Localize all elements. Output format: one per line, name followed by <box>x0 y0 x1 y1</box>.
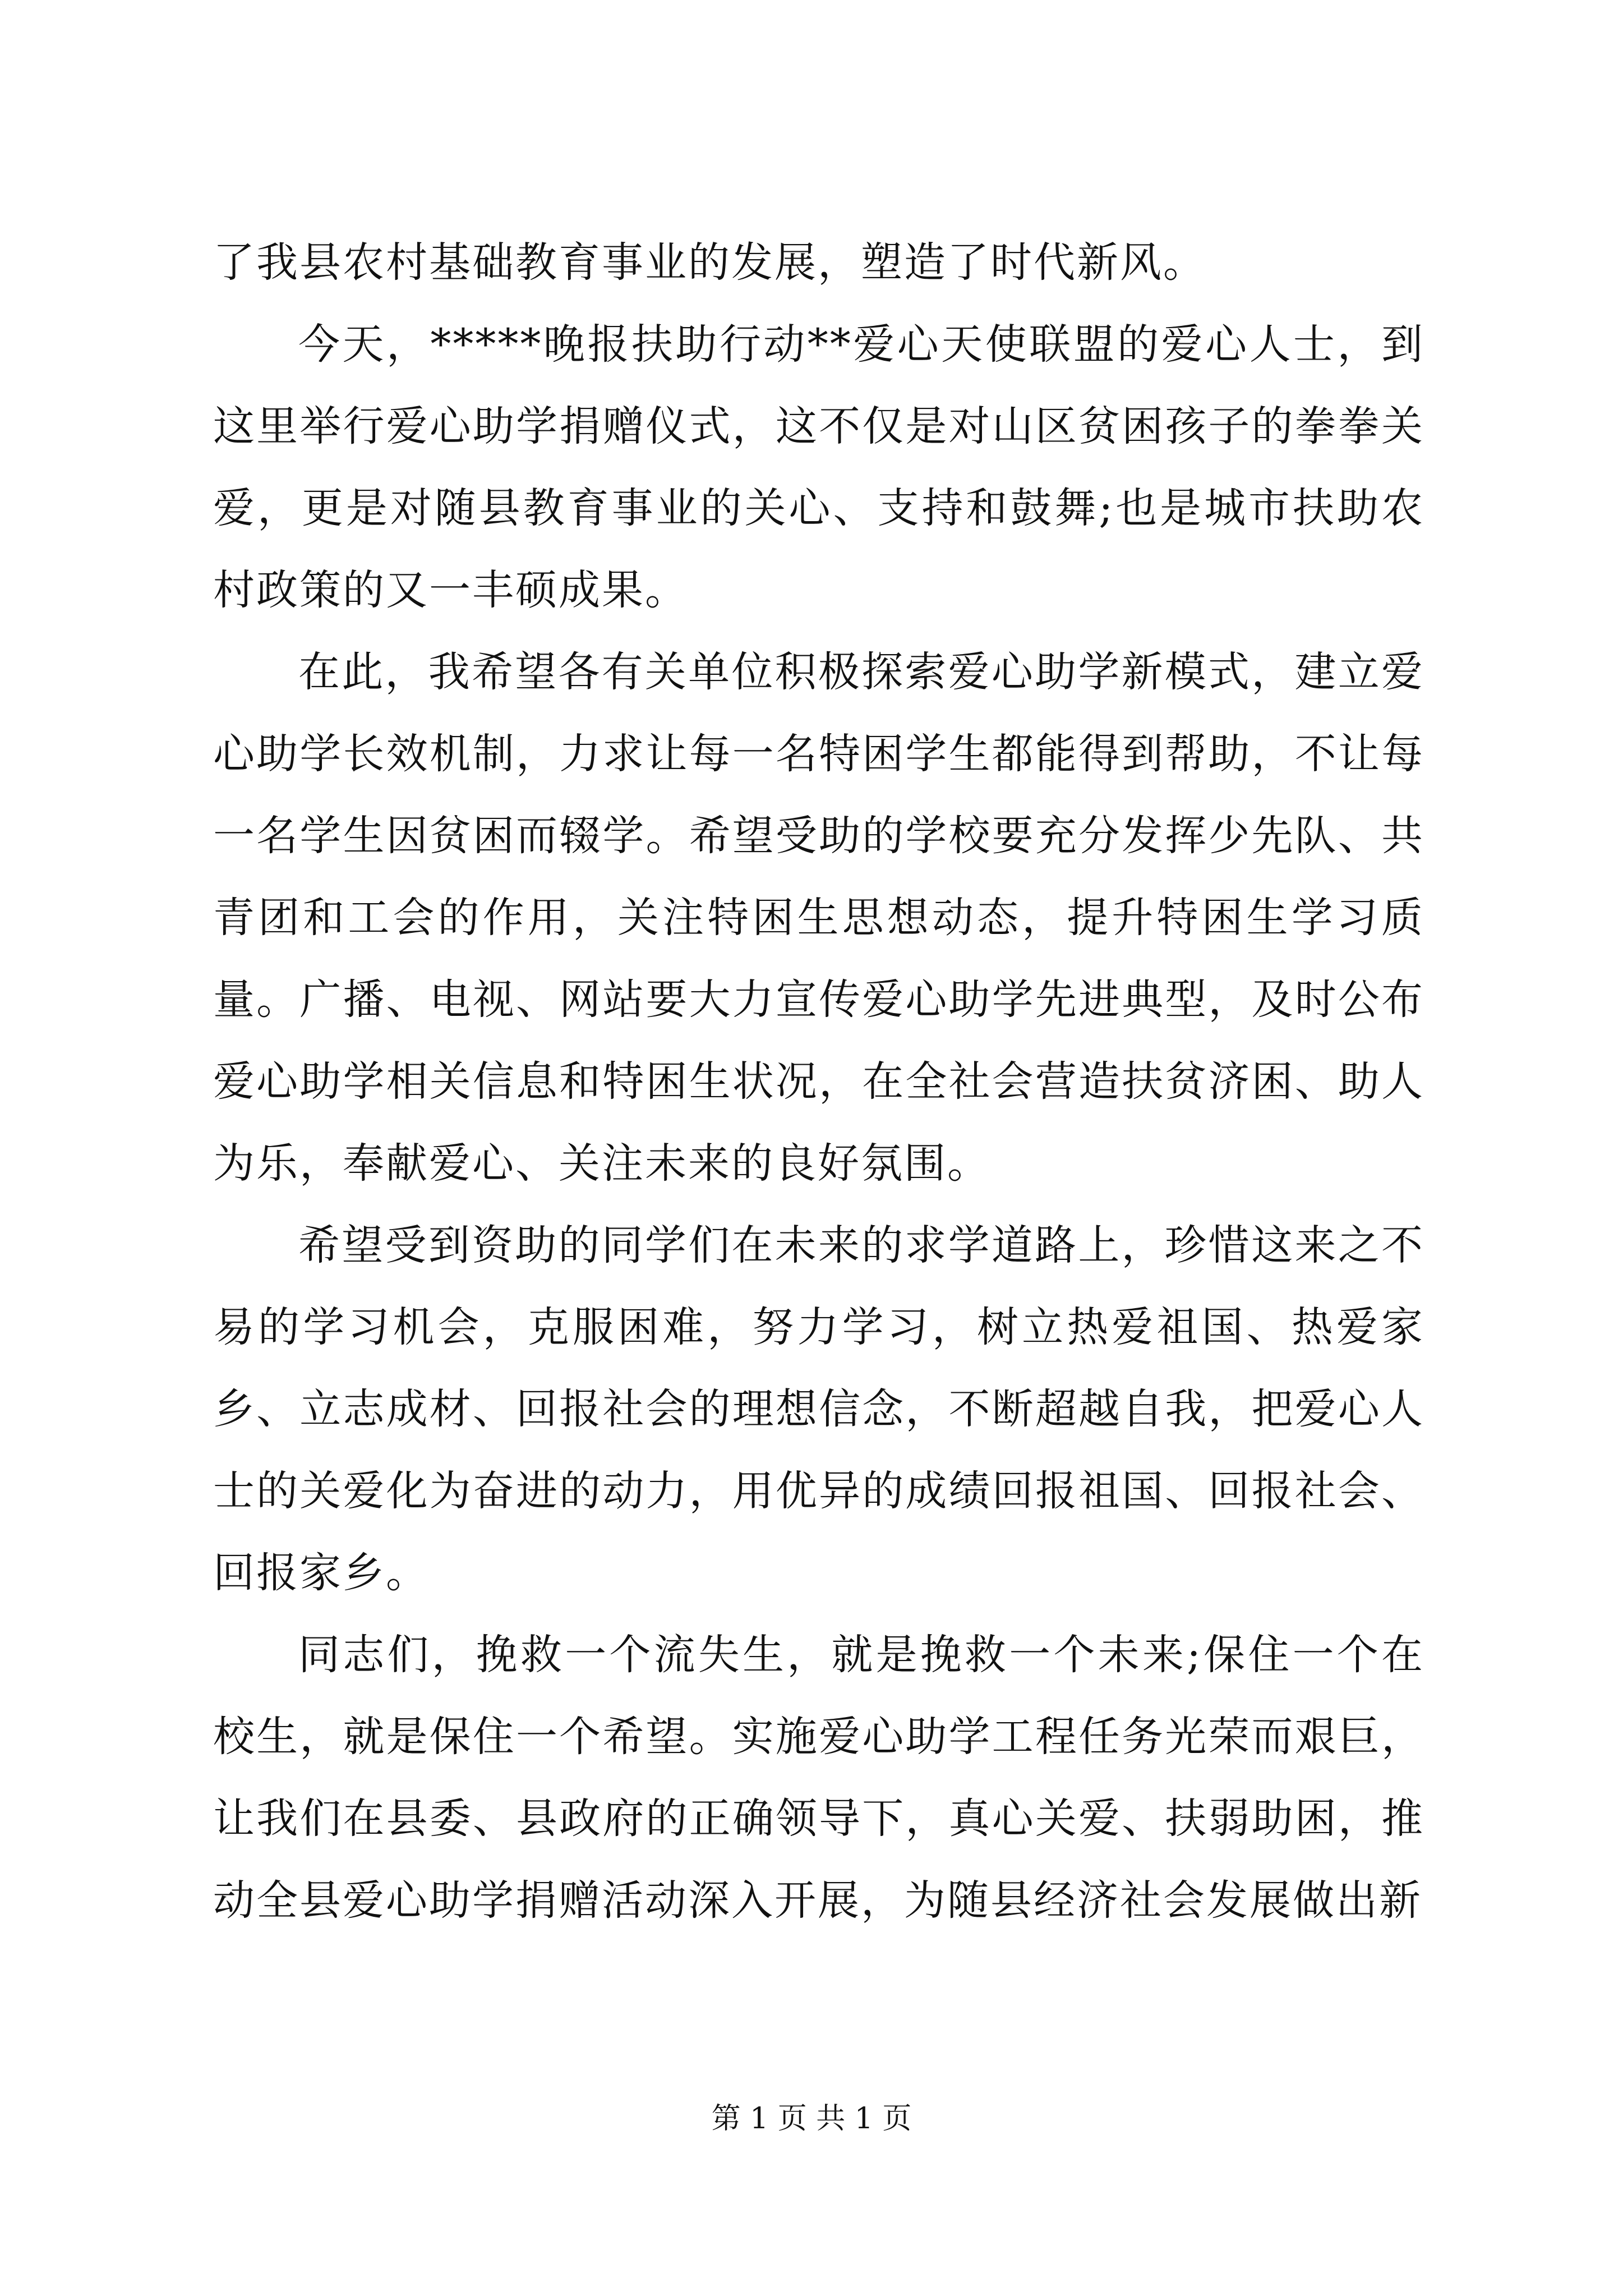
paragraph: 希望受到资助的同学们在未来的求学道路上，珍惜这来之不易的学习机会，克服困难，努力学习，树立热爱祖国、热爱家乡、立志成材、回报社会的理想信念，不断超越自我，把爱心人士的关爱化为奋进的动力，用优异的成绩回报祖国、回报社会、回报家乡。 <box>213 1221 1424 1597</box>
paragraph: 同志们，挽救一个流失生，就是挽救一个未来;保住一个在校生，就是保住一个希望。实施爱心助学工程任务光荣而艰巨，让我们在县委、县政府的正确领导下，真心关爱、扶弱助困，推动全县爱心助学捐赠活动深入开展，为随县经济社会发展做出新 <box>213 1631 1424 1925</box>
paragraph: 在此，我希望各有关单位积极探索爱心助学新模式，建立爱心助学长效机制，力求让每一名特困学生都能得到帮助，不让每一名学生因贫困而辍学。希望受助的学校要充分发挥少先队、共青团和工会的作用，关注特困生思想动态，提升特困生学习质量。广播、电视、网站要大力宣传爱心助学先进典型，及时公布爱心助学相关信息和特困生状况，在全社会营造扶贫济困、助人为乐，奉献爱心、关注未来的良好氛围。 <box>213 648 1424 1188</box>
document-body <box>213 222 1424 1941</box>
page-footer: 第 1 页 共 1 页 <box>711 2102 912 2136</box>
paragraph: 今天，*****晚报扶助行动**爱心天使联盟的爱心人士，到这里举行爱心助学捐赠仪式，这不仅是对山区贫困孩子的拳拳关爱，更是对随县教育事业的关心、支持和鼓舞;也是城市扶助农村政策的又一丰硕成果。 <box>213 320 1424 614</box>
paragraph: 了我县农村基础教育事业的发展，塑造了时代新风。 <box>213 238 1206 287</box>
